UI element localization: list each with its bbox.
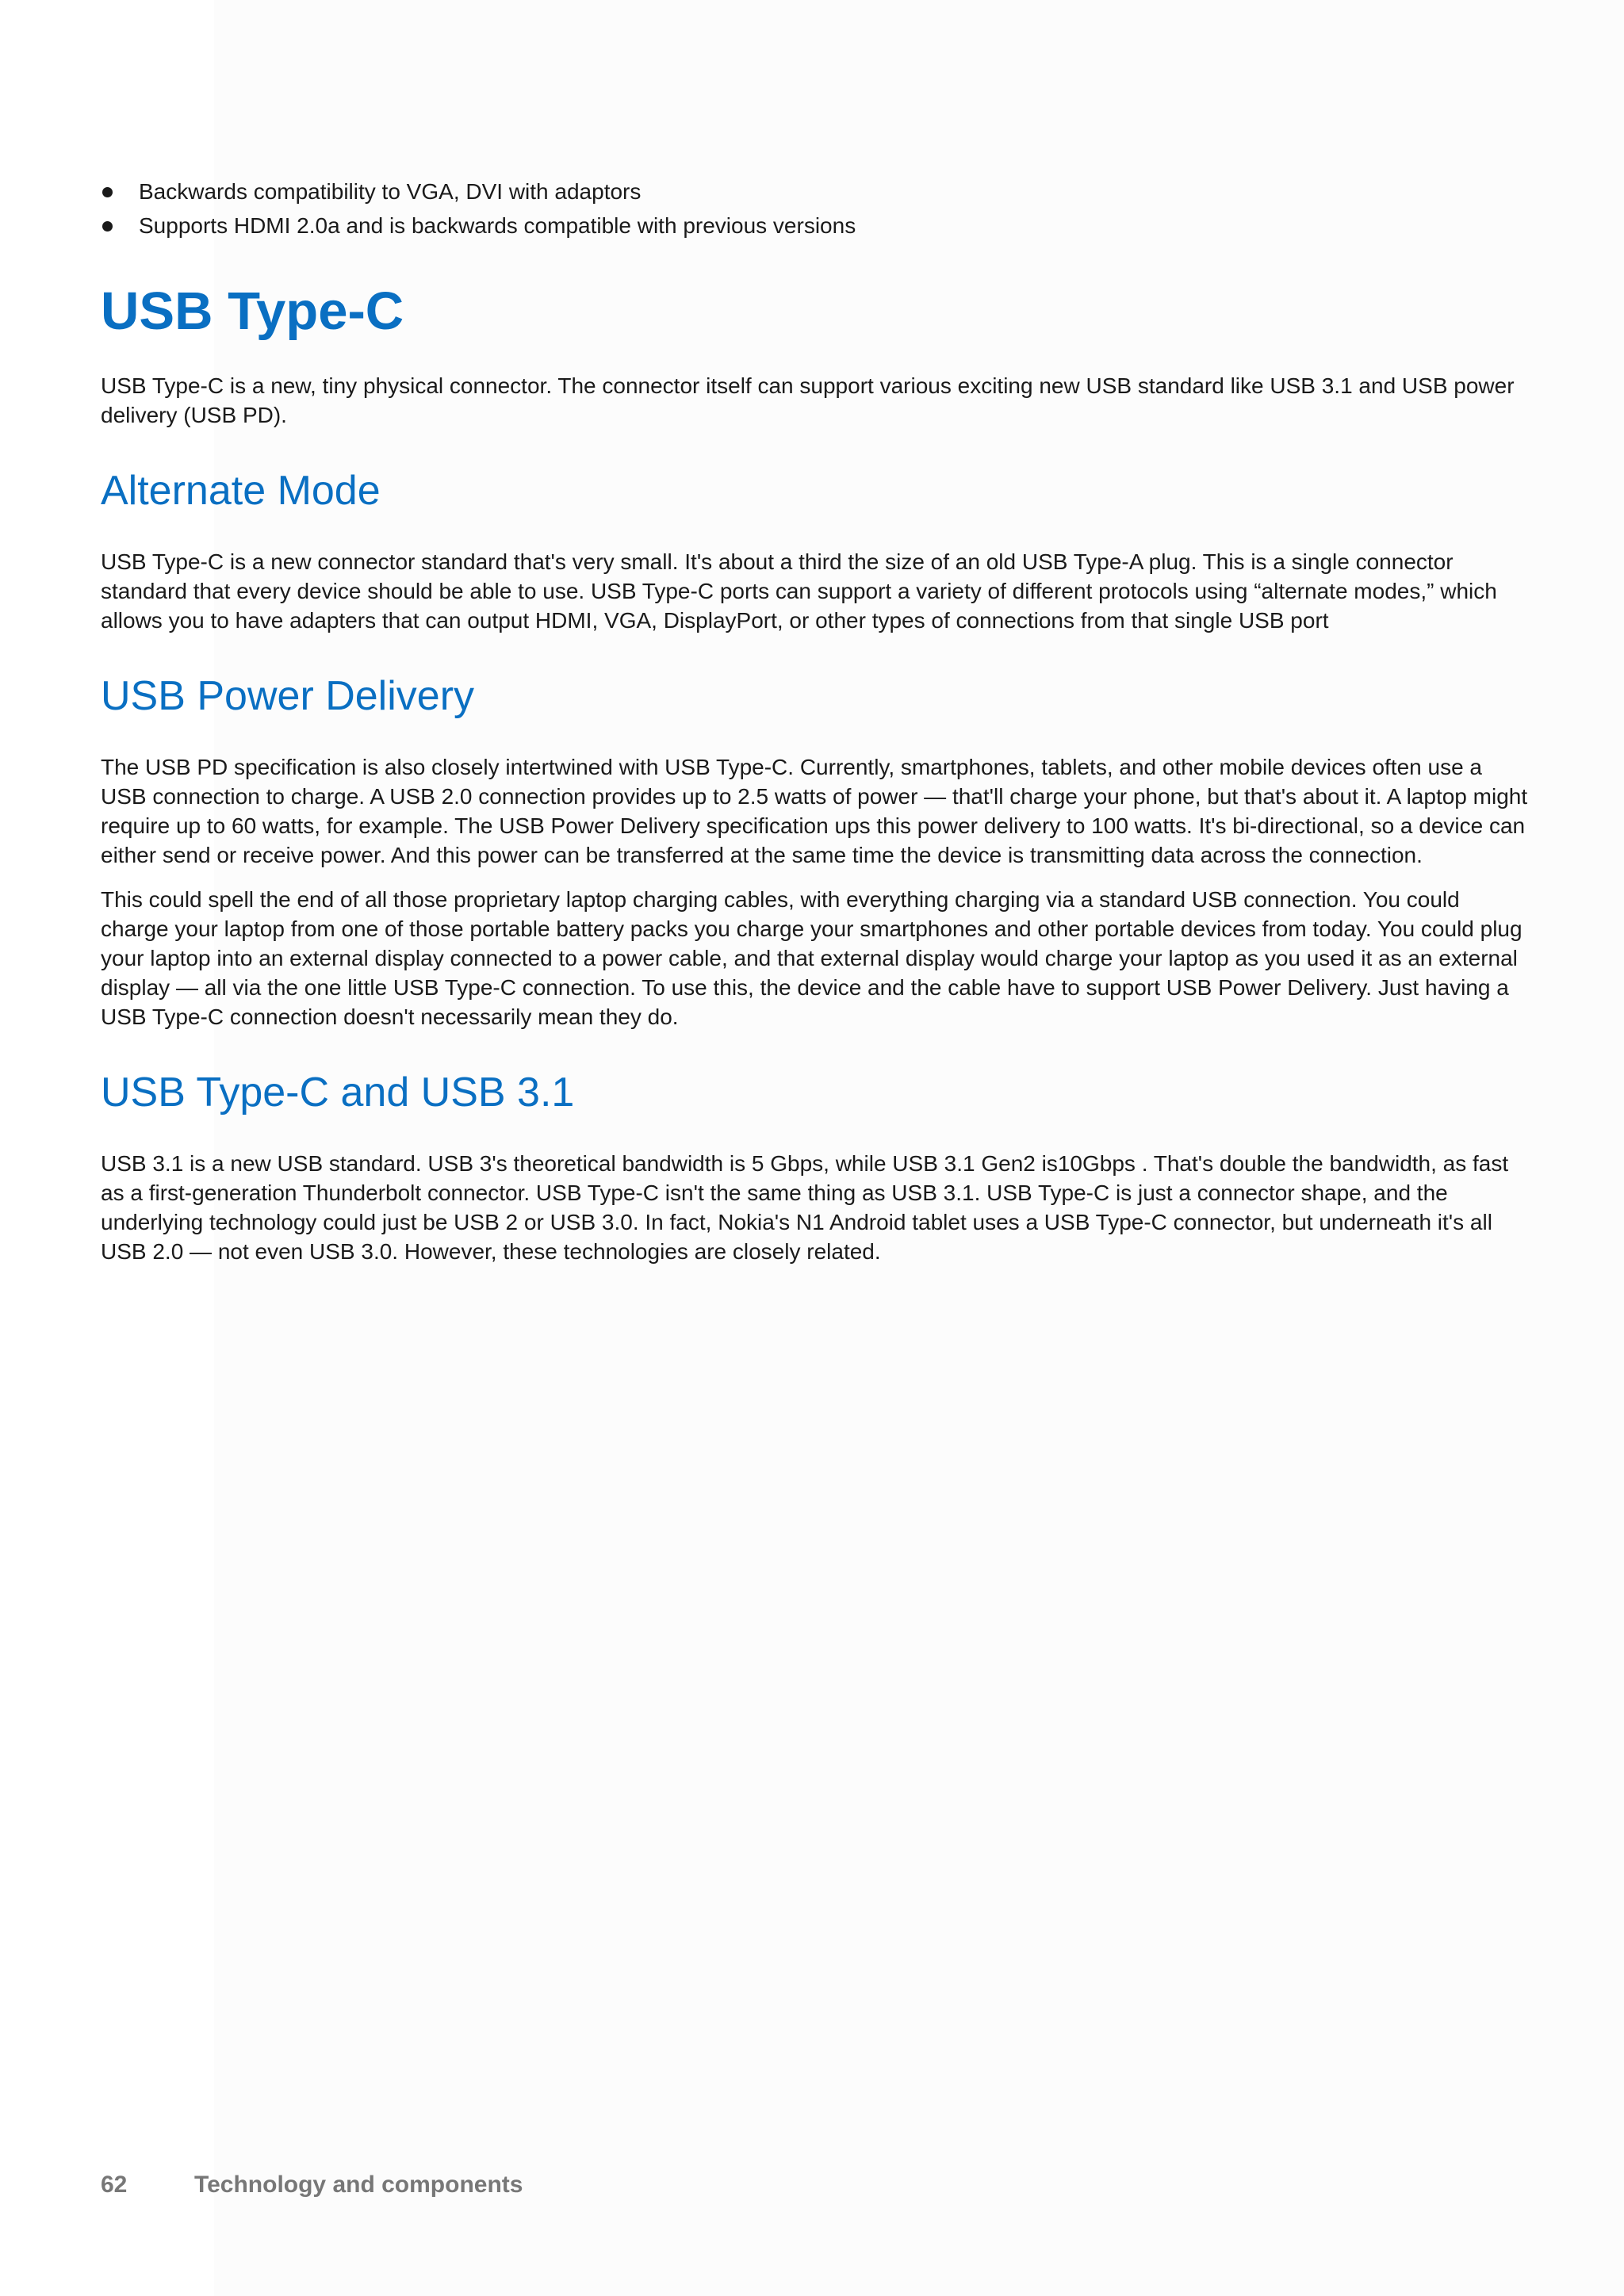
paragraph: USB Type-C is a new connector standard that's very small. It's about a third the size of an old USB Type-A plug. This is a single connector standard that every device should be able to use. USB Type-C ports can support a variety of different protocols using “alternate modes,” which allows you to have adapters that can output HDMI, VGA, DisplayPort, or other types of connections from that single USB port	[101, 549, 1497, 633]
chapter-title: Technology and components	[194, 2172, 523, 2198]
section-intro-paragraph: USB Type-C is a new, tiny physical connector. The connector itself can support various exciting new USB standard like USB 3.1 and USB power delivery (USB PD).	[101, 373, 1515, 427]
section-title: USB Type-C	[101, 281, 404, 341]
feature-bullet-list	[101, 174, 1528, 243]
paragraph: USB 3.1 is a new USB standard. USB 3's theoretical bandwidth is 5 Gbps, while USB 3.1 Gen2 is10Gbps . That's double the bandwidth, as fast as a first-generation Thunderbolt connector. USB Type-C isn't the same thing as USB 3.1. USB Type-C is just a connector shape, and the underlying technology could just be USB 2 or USB 3.0. In fact, Nokia's N1 Android tablet uses a USB Type-C connector, but underneath it's all USB 2.0 — not even USB 3.0. However, these technologies are closely related.	[101, 1151, 1509, 1264]
paragraph: This could spell the end of all those proprietary laptop charging cables, with everything charging via a standard USB connection. You could charge your laptop from one of those portable battery packs you charge your smartphones and other portable devices from today. You could plug your laptop into an external display connected to a power cable, and that external display would charge your laptop as you used it as an external display — all via the one little USB Type-C connection. To use this, the device and the cable have to support USB Power Delivery. Just having a USB Type-C connection doesn't necessarily mean they do.	[101, 887, 1522, 1029]
bullet-text: Backwards compatibility to VGA, DVI with adaptors	[139, 179, 642, 204]
page-footer	[101, 2172, 523, 2198]
bullet-item	[101, 209, 1528, 243]
subsection-title-usb-power-delivery: USB Power Delivery	[101, 673, 475, 719]
subsection-title-usb-type-c-and-usb-3-1: USB Type-C and USB 3.1	[101, 1070, 575, 1115]
document-body	[101, 174, 1528, 1266]
bullet-item	[101, 174, 1528, 209]
bullet-text: Supports HDMI 2.0a and is backwards compatible with previous versions	[139, 213, 856, 238]
bullet-dot-icon	[102, 221, 113, 232]
paragraph: The USB PD specification is also closely intertwined with USB Type-C. Currently, smartphones, tablets, and other mobile devices often use a USB connection to charge. A USB 2.0 connection provides up to 2.5 watts of power — that'll charge your phone, but that's about it. A laptop might require up to 60 watts, for example. The USB Power Delivery specification ups this power delivery to 100 watts. It's bi-directional, so a device can either send or receive power. And this power can be transferred at the same time the device is transmitting data across the connection.	[101, 755, 1528, 867]
subsection-title-alternate-mode: Alternate Mode	[101, 468, 381, 514]
bullet-dot-icon	[102, 187, 113, 197]
page-number: 62	[101, 2172, 128, 2198]
